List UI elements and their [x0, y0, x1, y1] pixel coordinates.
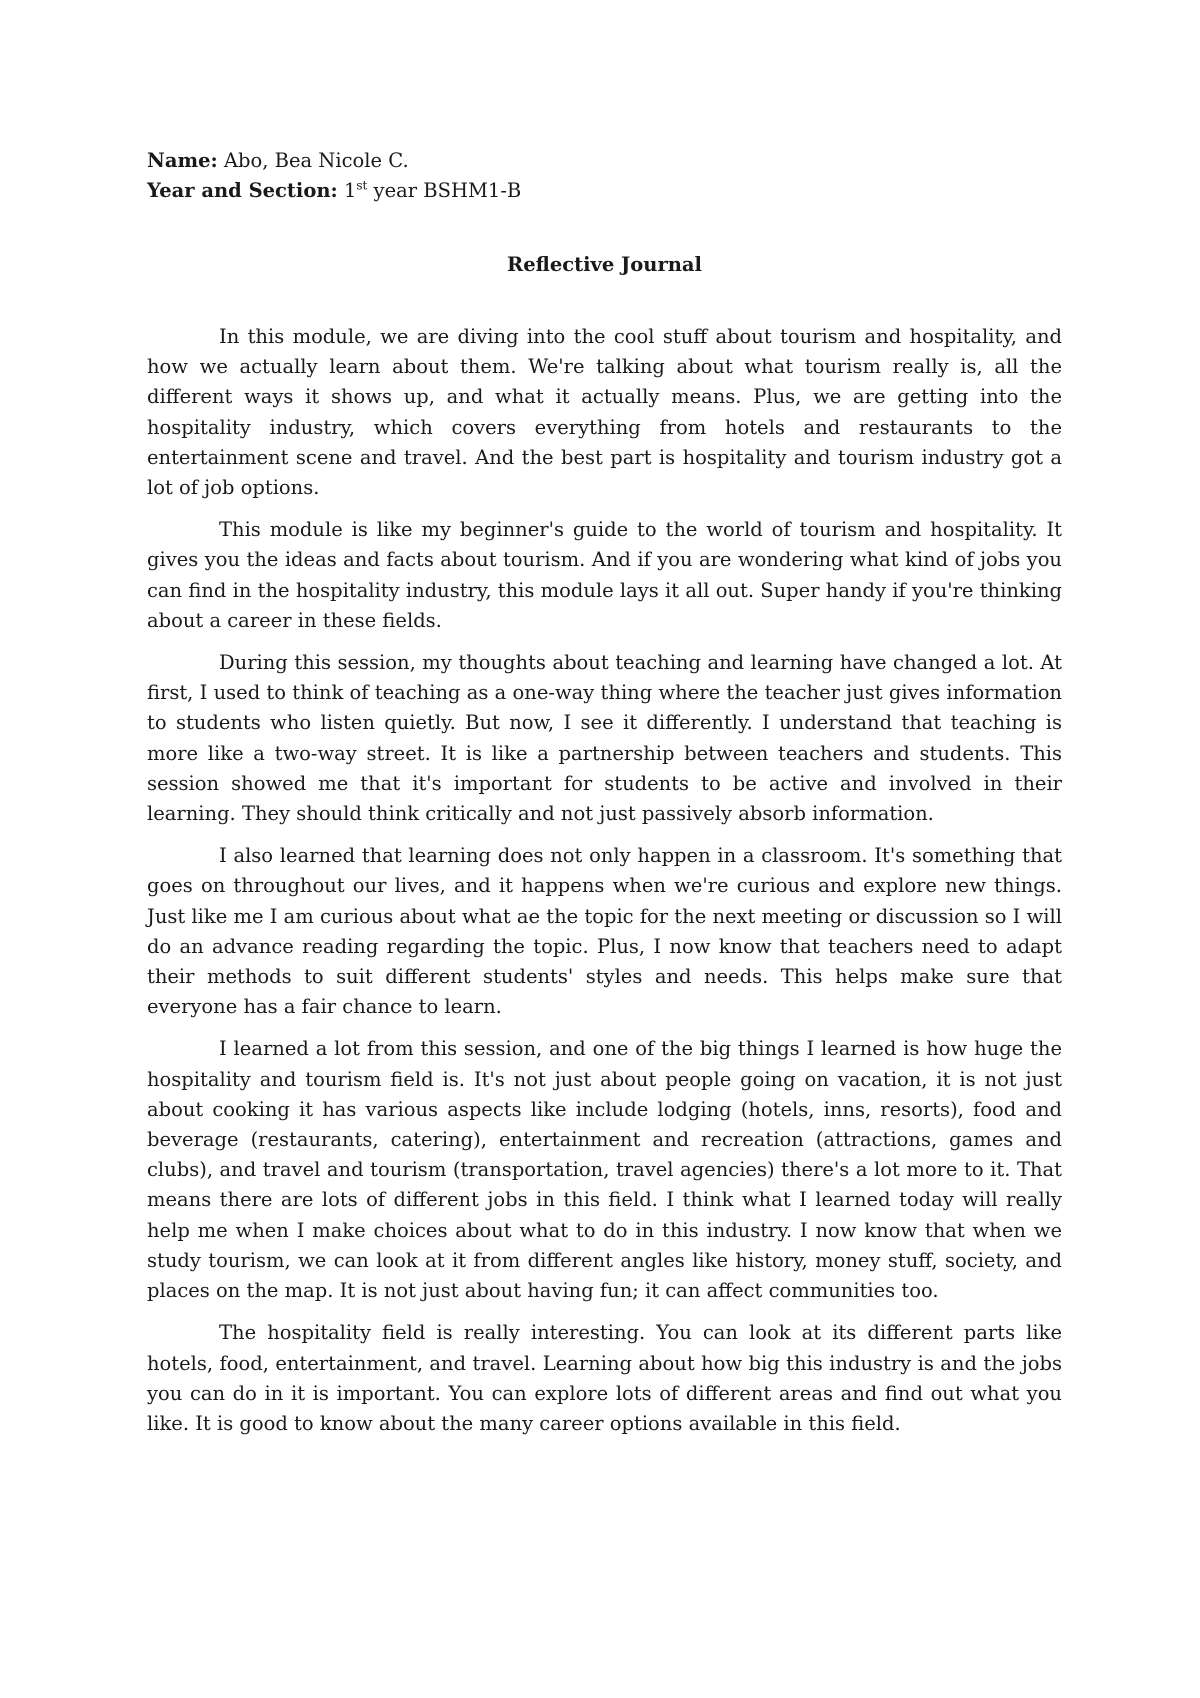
year-section-label: Year and Section:	[147, 179, 338, 202]
journal-body	[147, 322, 1062, 1439]
year-number: 1	[343, 179, 357, 202]
year-superscript: st	[356, 178, 368, 193]
paragraph: I also learned that learning does not only happen in a classroom. It's something that goes on throughout our lives, and it happens when we're curious and explore new things. Just like me I am curious about what ae the topic for the next meeting or discussion so I will do an advance reading regarding the topic. Plus, I now know that teachers need to adapt their methods to suit different students' styles and needs. This helps make sure that everyone has a fair chance to learn.	[147, 844, 1062, 1019]
year-section-line	[147, 176, 1062, 206]
name-label: Name:	[147, 149, 218, 172]
name-line	[147, 146, 1062, 176]
paragraph: This module is like my beginner's guide to the world of tourism and hospitality. It gives you the ideas and facts about tourism. And if you are wondering what kind of jobs you can find in the hospitality industry, this module lays it all out. Super handy if you're thinking about a career in these fields.	[147, 518, 1062, 632]
paragraph: I learned a lot from this session, and one of the big things I learned is how huge the hospitality and tourism field is. It's not just about people going on vacation, it is not just about cooking it has various aspects like include lodging (hotels, inns, resorts), food and beverage (restaurants, catering), entertainment and recreation (attractions, games and clubs), and travel and tourism (transportation, travel agencies) there's a lot more to it. That means there are lots of different jobs in this field. I think what I learned today will really help me when I make choices about what to do in this industry. I now know that when we study tourism, we can look at it from different angles like history, money stuff, society, and places on the map. It is not just about having fun; it can affect communities too.	[147, 1037, 1062, 1303]
paragraph: In this module, we are diving into the cool stuff about tourism and hospitality, and how we actually learn about them. We're talking about what tourism really is, all the different ways it shows up, and what it actually means. Plus, we are getting into the hospitality industry, which covers everything from hotels and restaurants to the entertainment scene and travel. And the best part is hospitality and tourism industry got a lot of job options.	[147, 325, 1062, 500]
name-value: Abo, Bea Nicole C.	[223, 149, 409, 172]
document-content	[147, 146, 1062, 1451]
year-section-value: year BSHM1-B	[373, 179, 522, 202]
document-title: Reflective Journal	[507, 253, 702, 276]
paragraph: During this session, my thoughts about teaching and learning have changed a lot. At first, I used to think of teaching as a one-way thing where the teacher just gives information to students who listen quietly. But now, I see it differently. I understand that teaching is more like a two-way street. It is like a partnership between teachers and students. This session showed me that it's important for students to be active and involved in their learning. They should think critically and not just passively absorb information.	[147, 651, 1062, 826]
paragraph: The hospitality field is really interesting. You can look at its different parts like hotels, food, entertainment, and travel. Learning about how big this industry is and the jobs you can do in it is important. You can explore lots of different areas and find out what you like. It is good to know about the many career options available in this field.	[147, 1321, 1062, 1435]
